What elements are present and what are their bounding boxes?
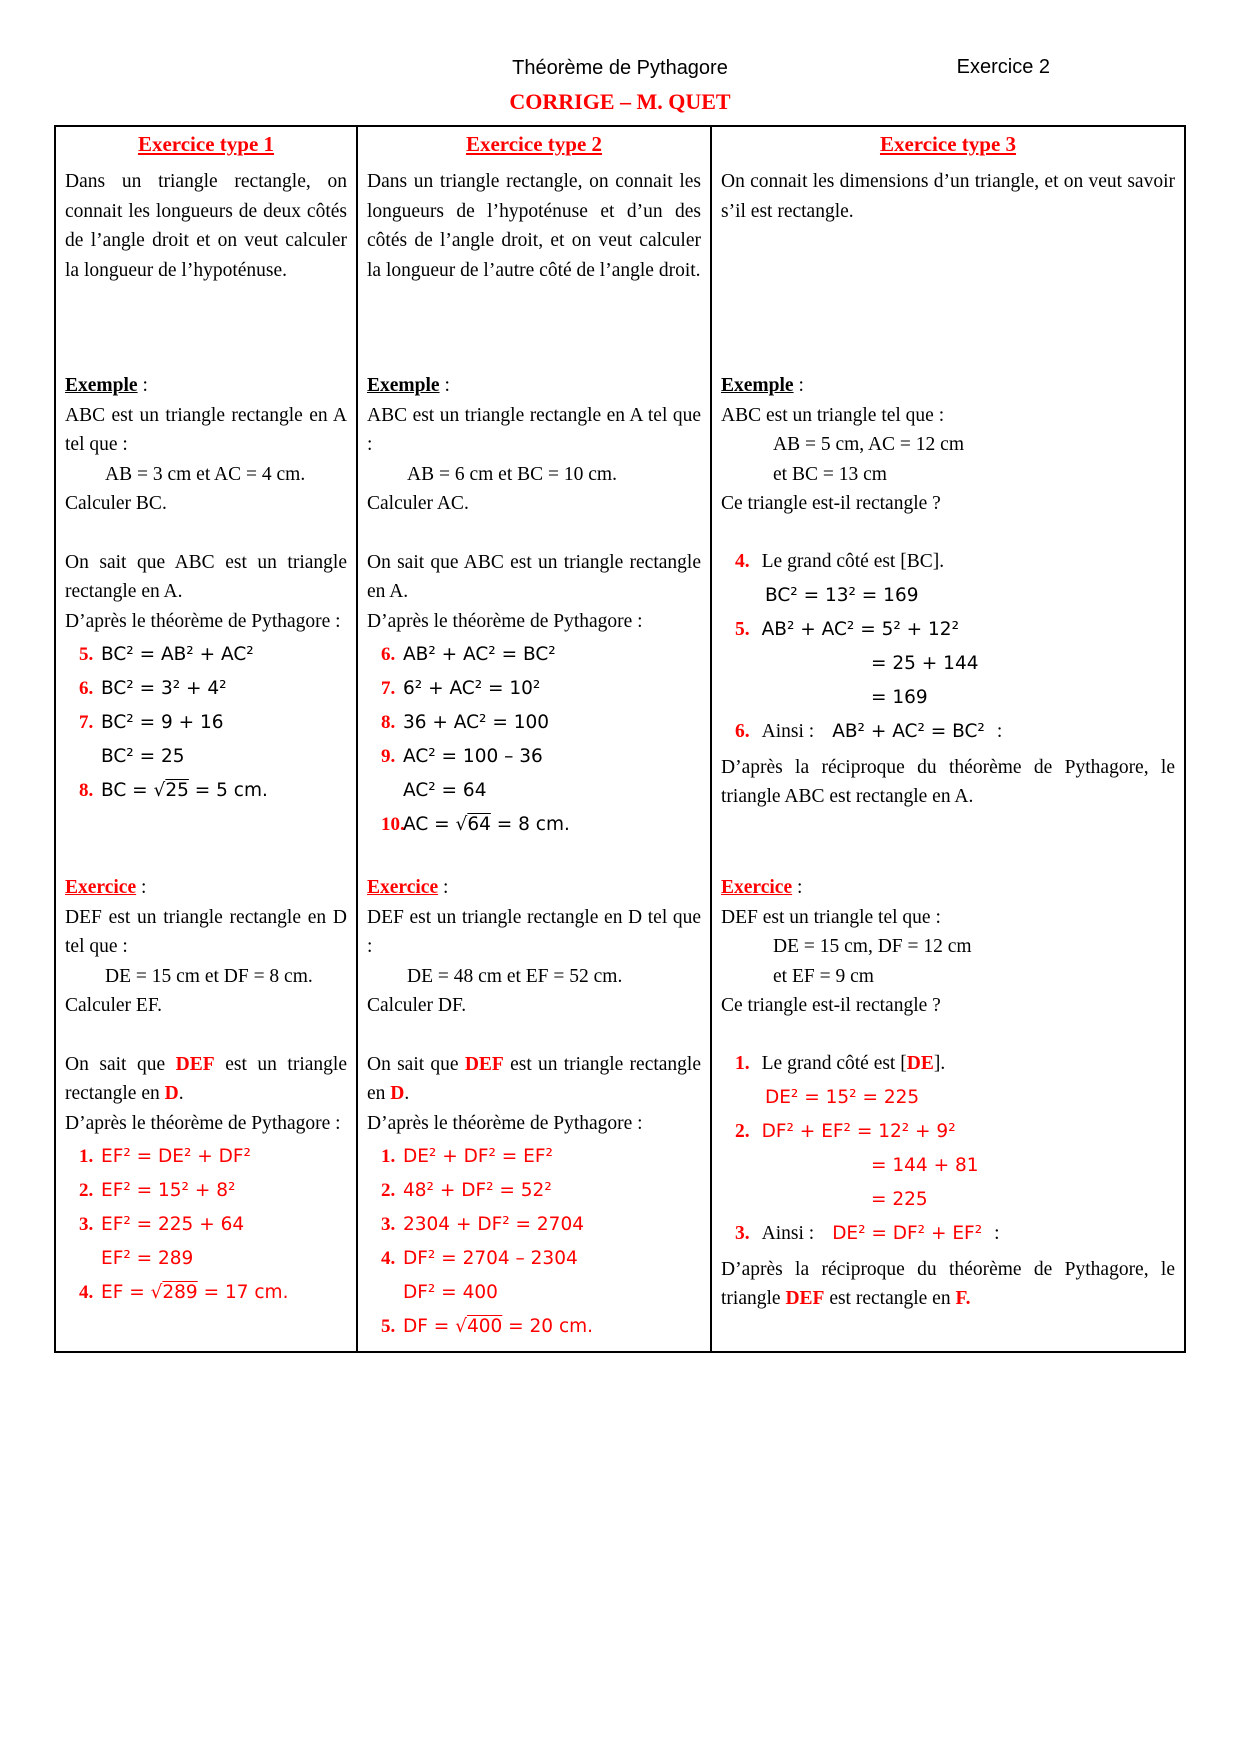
step-number: 7. <box>381 678 396 699</box>
question-line: Calculer DF. <box>367 995 467 1016</box>
step-math: EF² = DE² + DF² <box>101 1146 251 1167</box>
column-exercice-type-2 <box>356 127 710 1351</box>
calc-step <box>721 1047 1175 1081</box>
exemple-label: Exemple <box>65 375 138 396</box>
step-math: EF² = 15² + 8² <box>101 1180 236 1201</box>
step-number: 2. <box>79 1180 94 1201</box>
conclusion-paragraph: D’après la réciproque du théorème de Pythagore, le triangle ABC est rectangle en A. <box>721 756 1175 807</box>
math-post: = 5 cm. <box>188 780 268 801</box>
given-values-line: AB = 6 cm et BC = 10 cm. <box>407 463 617 485</box>
sait-line <box>65 1050 347 1109</box>
calc-step <box>367 678 701 712</box>
col1-exemple-section <box>65 371 347 873</box>
step-math: DF² = 2704 – 2304 <box>403 1248 578 1269</box>
math-pre: BC = <box>101 780 154 801</box>
given-values-line: DE = 48 cm et EF = 52 cm. <box>407 965 623 987</box>
calc-step-continuation <box>871 681 1175 715</box>
exercise-table <box>54 125 1186 1353</box>
calc-step <box>765 1081 1175 1115</box>
step-math: BC² = 25 <box>101 746 185 767</box>
step-math: 2304 + DF² = 2704 <box>403 1214 584 1235</box>
col2-exemple-section <box>367 371 701 873</box>
exemple-steps <box>65 644 347 814</box>
calc-step <box>65 1248 347 1282</box>
step-math: = 169 <box>871 686 928 708</box>
exercise-number: Exercice 2 <box>956 56 1050 78</box>
math-pre: EF = <box>101 1282 151 1303</box>
triangle-name: DEF <box>785 1288 825 1309</box>
col1-intro-paragraph: Dans un triangle rectangle, on connait les longueurs de deux côtés de l’angle droit et on veut calculer la longueur de l’hypoténuse. <box>65 171 347 281</box>
given-values-line: AB = 5 cm, AC = 12 cm <box>773 434 964 455</box>
step-math: = 144 + 81 <box>871 1154 979 1176</box>
step-text-pre: Le grand côté est [ <box>761 1052 907 1074</box>
exemple-colon: : <box>439 375 450 396</box>
exemple-heading <box>367 371 701 401</box>
step-math: 6² + AC² = 10² <box>403 678 541 699</box>
step-math: 48² + DF² = 52² <box>403 1180 552 1201</box>
step-math <box>101 1282 288 1303</box>
given-values-line: et EF = 9 cm <box>773 965 874 987</box>
calc-step <box>65 1180 347 1214</box>
math-post: = 20 cm. <box>502 1316 594 1337</box>
step-number: 6. <box>381 644 396 665</box>
sait-mid: est un triangle rectangle en <box>65 1053 347 1104</box>
calc-step <box>65 678 347 712</box>
calc-step <box>367 712 701 746</box>
exercice-label: Exercice <box>367 877 439 898</box>
calc-step <box>721 545 1175 579</box>
column-2-title-text: Exercice type 2 <box>465 132 603 156</box>
math-post: = 8 cm. <box>490 814 570 835</box>
column-exercice-type-1 <box>56 127 356 1351</box>
question-line: Calculer EF. <box>65 995 162 1016</box>
trailing-colon: : <box>994 1222 1000 1244</box>
step-number: 6. <box>79 678 94 699</box>
calc-step <box>367 644 701 678</box>
right-angle-vertex: D <box>164 1083 179 1104</box>
col3-intro-paragraph: On connait les dimensions d’un triangle, et on veut savoir s’il est rectangle. <box>721 171 1175 222</box>
step-math: BC² = 3² + 4² <box>101 678 227 699</box>
radicand: 289 <box>162 1282 198 1303</box>
triangle-name: DEF <box>175 1053 215 1075</box>
exemple-steps <box>367 644 701 848</box>
trailing-colon: : <box>996 720 1003 742</box>
exemple-colon: : <box>793 375 804 396</box>
exercice-colon: : <box>438 877 449 898</box>
calc-step <box>367 1214 701 1248</box>
calc-step-continuation <box>871 1183 1175 1217</box>
exercice-heading <box>721 873 1175 903</box>
sqrt-radical-icon: √ <box>455 1316 467 1337</box>
exercice-colon: : <box>792 877 803 898</box>
given-values-line: et BC = 13 cm <box>773 463 887 485</box>
column-3-title <box>721 131 1175 157</box>
step-math: = 25 + 144 <box>871 652 979 674</box>
radicand: 25 <box>165 780 189 801</box>
math-pre: AC = <box>403 814 456 835</box>
step-math: EF² = 289 <box>101 1248 194 1269</box>
exemple-label: Exemple <box>367 375 440 396</box>
correction-subtitle: CORRIGE – M. QUET <box>509 89 731 114</box>
calc-step <box>65 712 347 746</box>
calc-step <box>721 613 1175 647</box>
step-math: DE² = 15² = 225 <box>765 1086 920 1108</box>
sait-line: On sait que ABC est un triangle rectangle en A. <box>367 551 701 602</box>
step-math: DF² + EF² = 12² + 9² <box>761 1120 956 1142</box>
exercice-colon: : <box>136 877 147 898</box>
step-number: 3. <box>381 1214 396 1235</box>
dapres-line: D’après le théorème de Pythagore : <box>367 1112 643 1134</box>
exercice-heading <box>65 873 347 903</box>
dapres-line: D’après le théorème de Pythagore : <box>367 610 643 632</box>
step-math: AC² = 64 <box>403 780 487 801</box>
calc-step <box>367 1248 701 1282</box>
sait-mid: est un triangle rectangle en <box>367 1053 701 1104</box>
exemple-heading <box>721 371 1175 401</box>
conclusion-mid: est rectangle en <box>824 1288 956 1309</box>
calc-step-sqrt <box>65 1282 347 1316</box>
page-title: Théorème de Pythagore <box>512 57 728 79</box>
sait-line: On sait que ABC est un triangle rectangle en A. <box>65 551 347 602</box>
right-angle-vertex: F. <box>955 1288 971 1309</box>
math-post: = 17 cm. <box>197 1282 289 1303</box>
step-math: AB² + AC² = BC² <box>832 720 985 742</box>
exercice-label: Exercice <box>65 877 137 898</box>
sait-pre: On sait que <box>367 1053 465 1075</box>
calc-step <box>65 746 347 780</box>
question-line: Calculer BC. <box>65 493 167 514</box>
step-number: 1. <box>381 1146 396 1167</box>
longest-side-name: DE <box>906 1052 934 1074</box>
sqrt-radical-icon: √ <box>153 780 166 801</box>
calc-step <box>367 1180 701 1214</box>
page-header <box>0 0 1240 81</box>
step-math: AC² = 100 – 36 <box>403 746 543 767</box>
exemple-heading <box>65 371 347 401</box>
calc-step <box>65 1214 347 1248</box>
exemple-colon: : <box>137 375 148 396</box>
given-values-line: DE = 15 cm, DF = 12 cm <box>773 936 972 957</box>
calc-step <box>721 1217 1175 1251</box>
given-values-line: DE = 15 cm et DF = 8 cm. <box>105 965 313 987</box>
column-exercice-type-3 <box>710 127 1184 1351</box>
column-1-title <box>65 131 347 157</box>
calc-step <box>367 746 701 780</box>
calc-step-sqrt <box>367 1316 701 1350</box>
step-math <box>403 814 570 835</box>
col1-exercice-section <box>65 873 347 1316</box>
calc-step-sqrt <box>367 814 701 848</box>
step-number: 5. <box>735 618 750 640</box>
step-number: 5. <box>79 644 94 665</box>
calc-step-continuation <box>871 1149 1175 1183</box>
step-number: 6. <box>735 720 750 742</box>
calc-step <box>65 644 347 678</box>
step-number: 5. <box>381 1316 396 1337</box>
step-number: 4. <box>381 1248 396 1269</box>
dapres-line: D’après le théorème de Pythagore : <box>65 1112 341 1134</box>
calc-step-continuation <box>871 647 1175 681</box>
col2-exercice-section <box>367 873 701 1350</box>
step-number: 9. <box>381 746 396 767</box>
exemple-reasoning <box>721 545 1175 749</box>
right-angle-vertex: D <box>390 1083 405 1104</box>
calc-step <box>367 1146 701 1180</box>
math-pre: DF = <box>403 1316 456 1337</box>
calc-step <box>765 579 1175 613</box>
step-number: 8. <box>79 780 94 801</box>
ainsi-text: Ainsi : <box>761 720 815 742</box>
step-number: 3. <box>735 1222 750 1244</box>
column-3-title-text: Exercice type 3 <box>879 132 1017 156</box>
step-math: BC² = 13² = 169 <box>765 584 919 606</box>
column-1-title-text: Exercice type 1 <box>137 132 275 156</box>
step-math: DE² = DF² + EF² <box>832 1222 983 1244</box>
exercice-reasoning <box>721 1047 1175 1251</box>
col3-exemple-section <box>721 371 1175 873</box>
step-math: AB² + AC² = BC² <box>403 644 556 665</box>
statement-line: DEF est un triangle rectangle en D tel que : <box>367 906 701 957</box>
conclusion-pre: D’après la réciproque du théorème de Pythagore, le triangle <box>721 1258 1175 1309</box>
statement-line: DEF est un triangle tel que : <box>721 906 941 928</box>
radicand: 400 <box>466 1316 503 1337</box>
ainsi-text: Ainsi : <box>761 1222 815 1244</box>
sait-post: . <box>178 1083 184 1104</box>
step-math: EF² = 225 + 64 <box>101 1214 245 1235</box>
statement-line: DEF est un triangle rectangle en D tel que : <box>65 906 347 957</box>
calc-step <box>367 780 701 814</box>
dapres-line: D’après le théorème de Pythagore : <box>65 610 341 632</box>
triangle-name: DEF <box>464 1053 504 1075</box>
step-number: 1. <box>79 1146 94 1167</box>
question-line: Calculer AC. <box>367 493 469 514</box>
step-number: 3. <box>79 1214 94 1235</box>
step-text-post: ]. <box>933 1052 946 1074</box>
step-math: AB² + AC² = 5² + 12² <box>761 618 959 640</box>
statement-line: ABC est un triangle rectangle en A tel que : <box>65 404 347 455</box>
exercice-steps <box>65 1146 347 1316</box>
step-number: 8. <box>381 712 396 733</box>
calc-step <box>721 715 1175 749</box>
exercice-label: Exercice <box>721 877 793 898</box>
sait-pre: On sait que <box>65 1053 176 1075</box>
step-math: 36 + AC² = 100 <box>403 712 550 733</box>
exercice-steps <box>367 1146 701 1350</box>
step-math <box>101 780 268 801</box>
step-number: 7. <box>79 712 94 733</box>
step-math: BC² = AB² + AC² <box>101 644 254 665</box>
conclusion-paragraph <box>721 1255 1175 1314</box>
step-number: 4. <box>735 550 750 572</box>
step-text: Le grand côté est [BC]. <box>761 550 945 572</box>
calc-step <box>65 1146 347 1180</box>
radicand: 64 <box>467 814 491 835</box>
step-number: 10. <box>381 814 405 835</box>
sqrt-radical-icon: √ <box>150 1282 163 1303</box>
sqrt-radical-icon: √ <box>455 814 468 835</box>
step-math <box>403 1316 593 1337</box>
statement-line: ABC est un triangle tel que : <box>721 404 945 426</box>
step-math: DF² = 400 <box>403 1282 498 1303</box>
step-number: 4. <box>79 1282 94 1303</box>
calc-step <box>367 1282 701 1316</box>
step-math: DE² + DF² = EF² <box>403 1146 553 1167</box>
question-line: Ce triangle est-il rectangle ? <box>721 493 941 514</box>
exemple-label: Exemple <box>721 375 794 396</box>
step-number: 1. <box>735 1052 750 1074</box>
step-math: = 225 <box>871 1188 928 1210</box>
question-line: Ce triangle est-il rectangle ? <box>721 995 941 1016</box>
calc-step <box>721 1115 1175 1149</box>
calc-step-sqrt <box>65 780 347 814</box>
sait-post: . <box>404 1083 410 1104</box>
col3-exercice-section <box>721 873 1175 1314</box>
exercice-heading <box>367 873 701 903</box>
statement-line: ABC est un triangle rectangle en A tel que : <box>367 404 701 455</box>
step-math: BC² = 9 + 16 <box>101 712 224 733</box>
sait-line <box>367 1050 701 1109</box>
given-values-line: AB = 3 cm et AC = 4 cm. <box>105 463 306 485</box>
col2-intro-paragraph: Dans un triangle rectangle, on connait les longueurs de l’hypoténuse et d’un des côtés de l’angle droit, et on veut calculer la longueur de l’autre côté de l’angle droit. <box>367 171 701 281</box>
step-number: 2. <box>735 1120 750 1142</box>
step-number: 2. <box>381 1180 396 1201</box>
column-2-title <box>367 131 701 157</box>
